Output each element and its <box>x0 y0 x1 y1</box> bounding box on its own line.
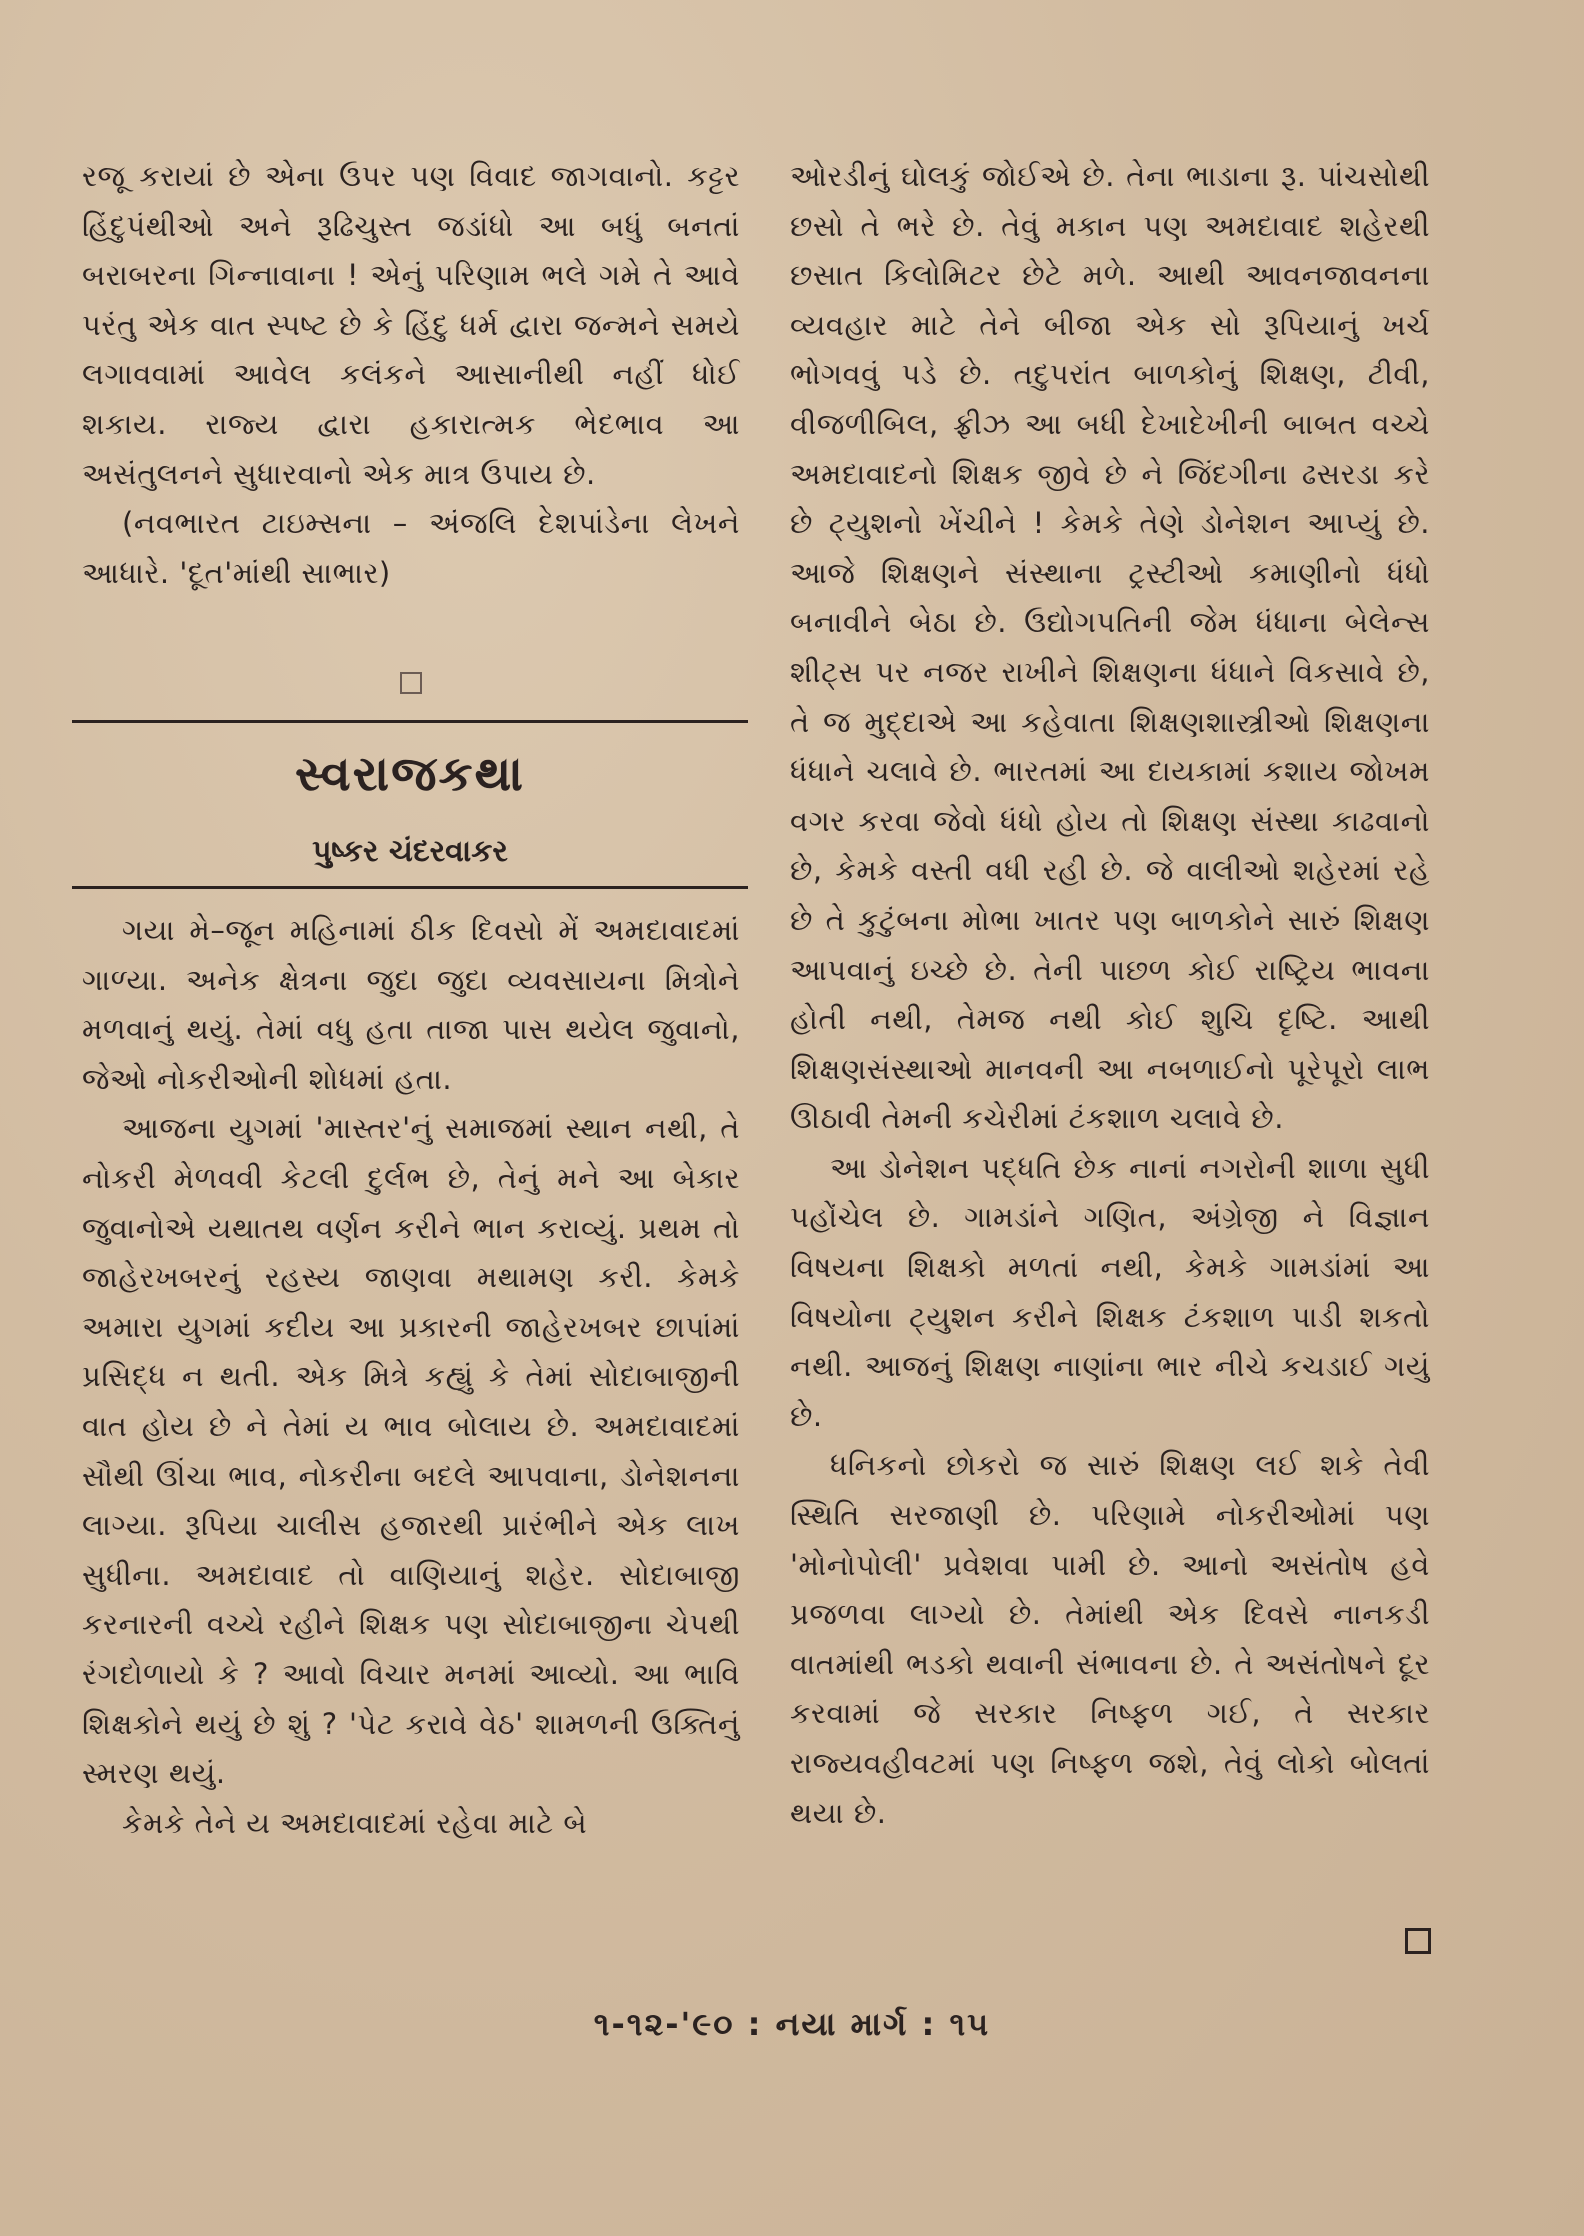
divider <box>72 720 748 723</box>
paragraph: ઓરડીનું ઘોલકું જોઈએ છે. તેના ભાડાના રૂ. પાંચસોથી છસો તે ભરે છે. તેવું મકાન પણ અમદાવાદ શહેરથી છસાત કિલોમિટર છેટે મળે. આથી આવનજાવનના વ્યવહાર માટે તેને બીજા એક સો રૂપિયાનું ખર્ચ ભોગવવું પડે છે. તદુપરાંત બાળકોનું શિક્ષણ, ટીવી, વીજળીબિલ, ફ્રીઝ આ બધી દેખાદેખીની બાબત વચ્ચે અમદાવાદનો શિક્ષક જીવે છે ને જિંદગીના ઢસરડા કરે છે ટ્યુશનો ખેંચીને ! કેમકે તેણે ડોનેશન આપ્યું છે. આજે શિક્ષણને સંસ્થાના ટ્રસ્ટીઓ કમાણીનો ધંધો બનાવીને બેઠા છે. ઉદ્યોગપતિની જેમ ધંધાના બેલેન્સ શીટ્સ પર નજર રાખીને શિક્ષણના ધંધાને વિકસાવે છે, તે જ મુદ્દાએ આ કહેવાતા શિક્ષણશાસ્ત્રીઓ શિક્ષણના ધંધાને ચલાવે છે. ભારતમાં આ દાયકામાં કશાય જોખમ વગર કરવા જેવો ધંધો હોય તો શિક્ષણ સંસ્થા કાઢવાનો છે, કેમકે વસ્તી વધી રહી છે. જે વાલીઓ શહેરમાં રહે છે તે કુટુંબના મોભા ખાતર પણ બાળકોને સારું શિક્ષણ આપવાનું ઇચ્છે છે. તેની પાછળ કોઈ રાષ્ટ્રિય ભાવના હોતી નથી, તેમજ નથી કોઈ શુચિ દૃષ્ટિ. આથી શિક્ષણસંસ્થાઓ માનવની આ નબળાઈનો પૂરેપૂરો લાભ ઊઠાવી તેમની કચેરીમાં ટંકશાળ ચલાવે છે. <box>790 159 1430 1136</box>
left-column-bottom <box>82 906 740 1848</box>
left-column-top <box>82 152 740 598</box>
paragraph: ગયા મે–જૂન મહિનામાં ઠીક દિવસો મેં અમદાવાદમાં ગાળ્યા. અનેક ક્ષેત્રના જુદા જુદા વ્યવસાયના મિત્રોને મળવાનું થયું. તેમાં વધુ હતા તાજા પાસ થયેલ જુવાનો, જેઓ નોકરીઓની શોધમાં હતા. <box>82 913 740 1096</box>
paragraph: રજૂ કરાયાં છે એના ઉપર પણ વિવાદ જાગવાનો. કટ્ટર હિંદુપંથીઓ અને રૂઢિચુસ્ત જડાંધો આ બધું બનતાં બરાબરના ગિન્નાવાના ! એનું પરિણામ ભલે ગમે તે આવે પરંતુ એક વાત સ્પષ્ટ છે કે હિંદુ ધર્મ દ્વારા જન્મને સમયે લગાવવામાં આવેલ કલંકને આસાનીથી નહીં ધોઈ શકાય. રાજ્ય દ્વારા હકારાત્મક ભેદભાવ આ અસંતુલનને સુધારવાનો એક માત્ર ઉપાય છે. <box>82 159 740 491</box>
page-footer: ૧-૧૨-'૯૦ : નયા માર્ગ : ૧૫ <box>593 2005 991 2043</box>
paragraph: આજના યુગમાં 'માસ્તર'નું સમાજમાં સ્થાન નથી, તે નોકરી મેળવવી કેટલી દુર્લભ છે, તેનું મને આ બેકાર જુવાનોએ યથાતથ વર્ણન કરીને ભાન કરાવ્યું. પ્રથમ તો જાહેરખબરનું રહસ્ય જાણવા મથામણ કરી. કેમકે અમારા યુગમાં કદીય આ પ્રકારની જાહેરખબર છાપાંમાં પ્રસિદ્ધ ન થતી. એક મિત્રે કહ્યું કે તેમાં સોદાબાજીની વાત હોય છે ને તેમાં ય ભાવ બોલાય છે. અમદાવાદમાં સૌથી ઊંચા ભાવ, નોકરીના બદલે આપવાના, ડોનેશનના લાગ્યા. રૂપિયા ચાલીસ હજારથી પ્રારંભીને એક લાખ સુધીના. અમદાવાદ તો વાણિયાનું શહેર. સોદાબાજી કરનારની વચ્ચે રહીને શિક્ષક પણ સોદાબાજીના ચેપથી રંગદોળાયો કે ? આવો વિચાર મનમાં આવ્યો. આ ભાવિ શિક્ષકોને થયું છે શું ? 'પેટ કરાવે વેઠ' શામળની ઉક્તિનું સ્મરણ થયું. <box>82 1111 740 1791</box>
end-mark-icon <box>1405 1928 1431 1954</box>
paragraph: કેમકે તેને ય અમદાવાદમાં રહેવા માટે બે <box>122 1805 588 1840</box>
right-column <box>790 152 1430 1838</box>
paragraph: ધનિકનો છોકરો જ સારું શિક્ષણ લઈ શકે તેવી સ્થિતિ સરજાણી છે. પરિણામે નોકરીઓમાં પણ 'મોનોપોલી' પ્રવેશવા પામી છે. આનો અસંતોષ હવે પ્રજળવા લાગ્યો છે. તેમાંથી એક દિવસે નાનકડી વાતમાંથી ભડકો થવાની સંભાવના છે. તે અસંતોષને દૂર કરવામાં જે સરકાર નિષ્ફળ ગઈ, તે સરકાર રાજ્યવહીવટમાં પણ નિષ્ફળ જશે, તેવું લોકો બોલતાં થયા છે. <box>790 1448 1430 1830</box>
paragraph: (નવભારત ટાઇમ્સના – અંજલિ દેશપાંડેના લેખને આધારે. 'દૂત'માંથી સાભાર) <box>82 506 740 590</box>
paragraph: આ ડોનેશન પદ્ધતિ છેક નાનાં નગરોની શાળા સુધી પહોંચેલ છે. ગામડાંને ગણિત, અંગ્રેજી ને વિજ્ઞાન વિષયના શિક્ષકો મળતાં નથી, કેમકે ગામડાંમાં આ વિષયોના ટ્યુશન કરીને શિક્ષક ટંકશાળ પાડી શકતો નથી. આજનું શિક્ષણ નાણાંના ભાર નીચે કચડાઈ ગયું છે. <box>790 1150 1430 1433</box>
ornament-square-icon <box>400 672 422 694</box>
section-title: સ્વરાજકથા <box>294 746 526 802</box>
divider <box>72 886 748 889</box>
author: પુષ્કર ચંદરવાકર <box>312 834 508 869</box>
